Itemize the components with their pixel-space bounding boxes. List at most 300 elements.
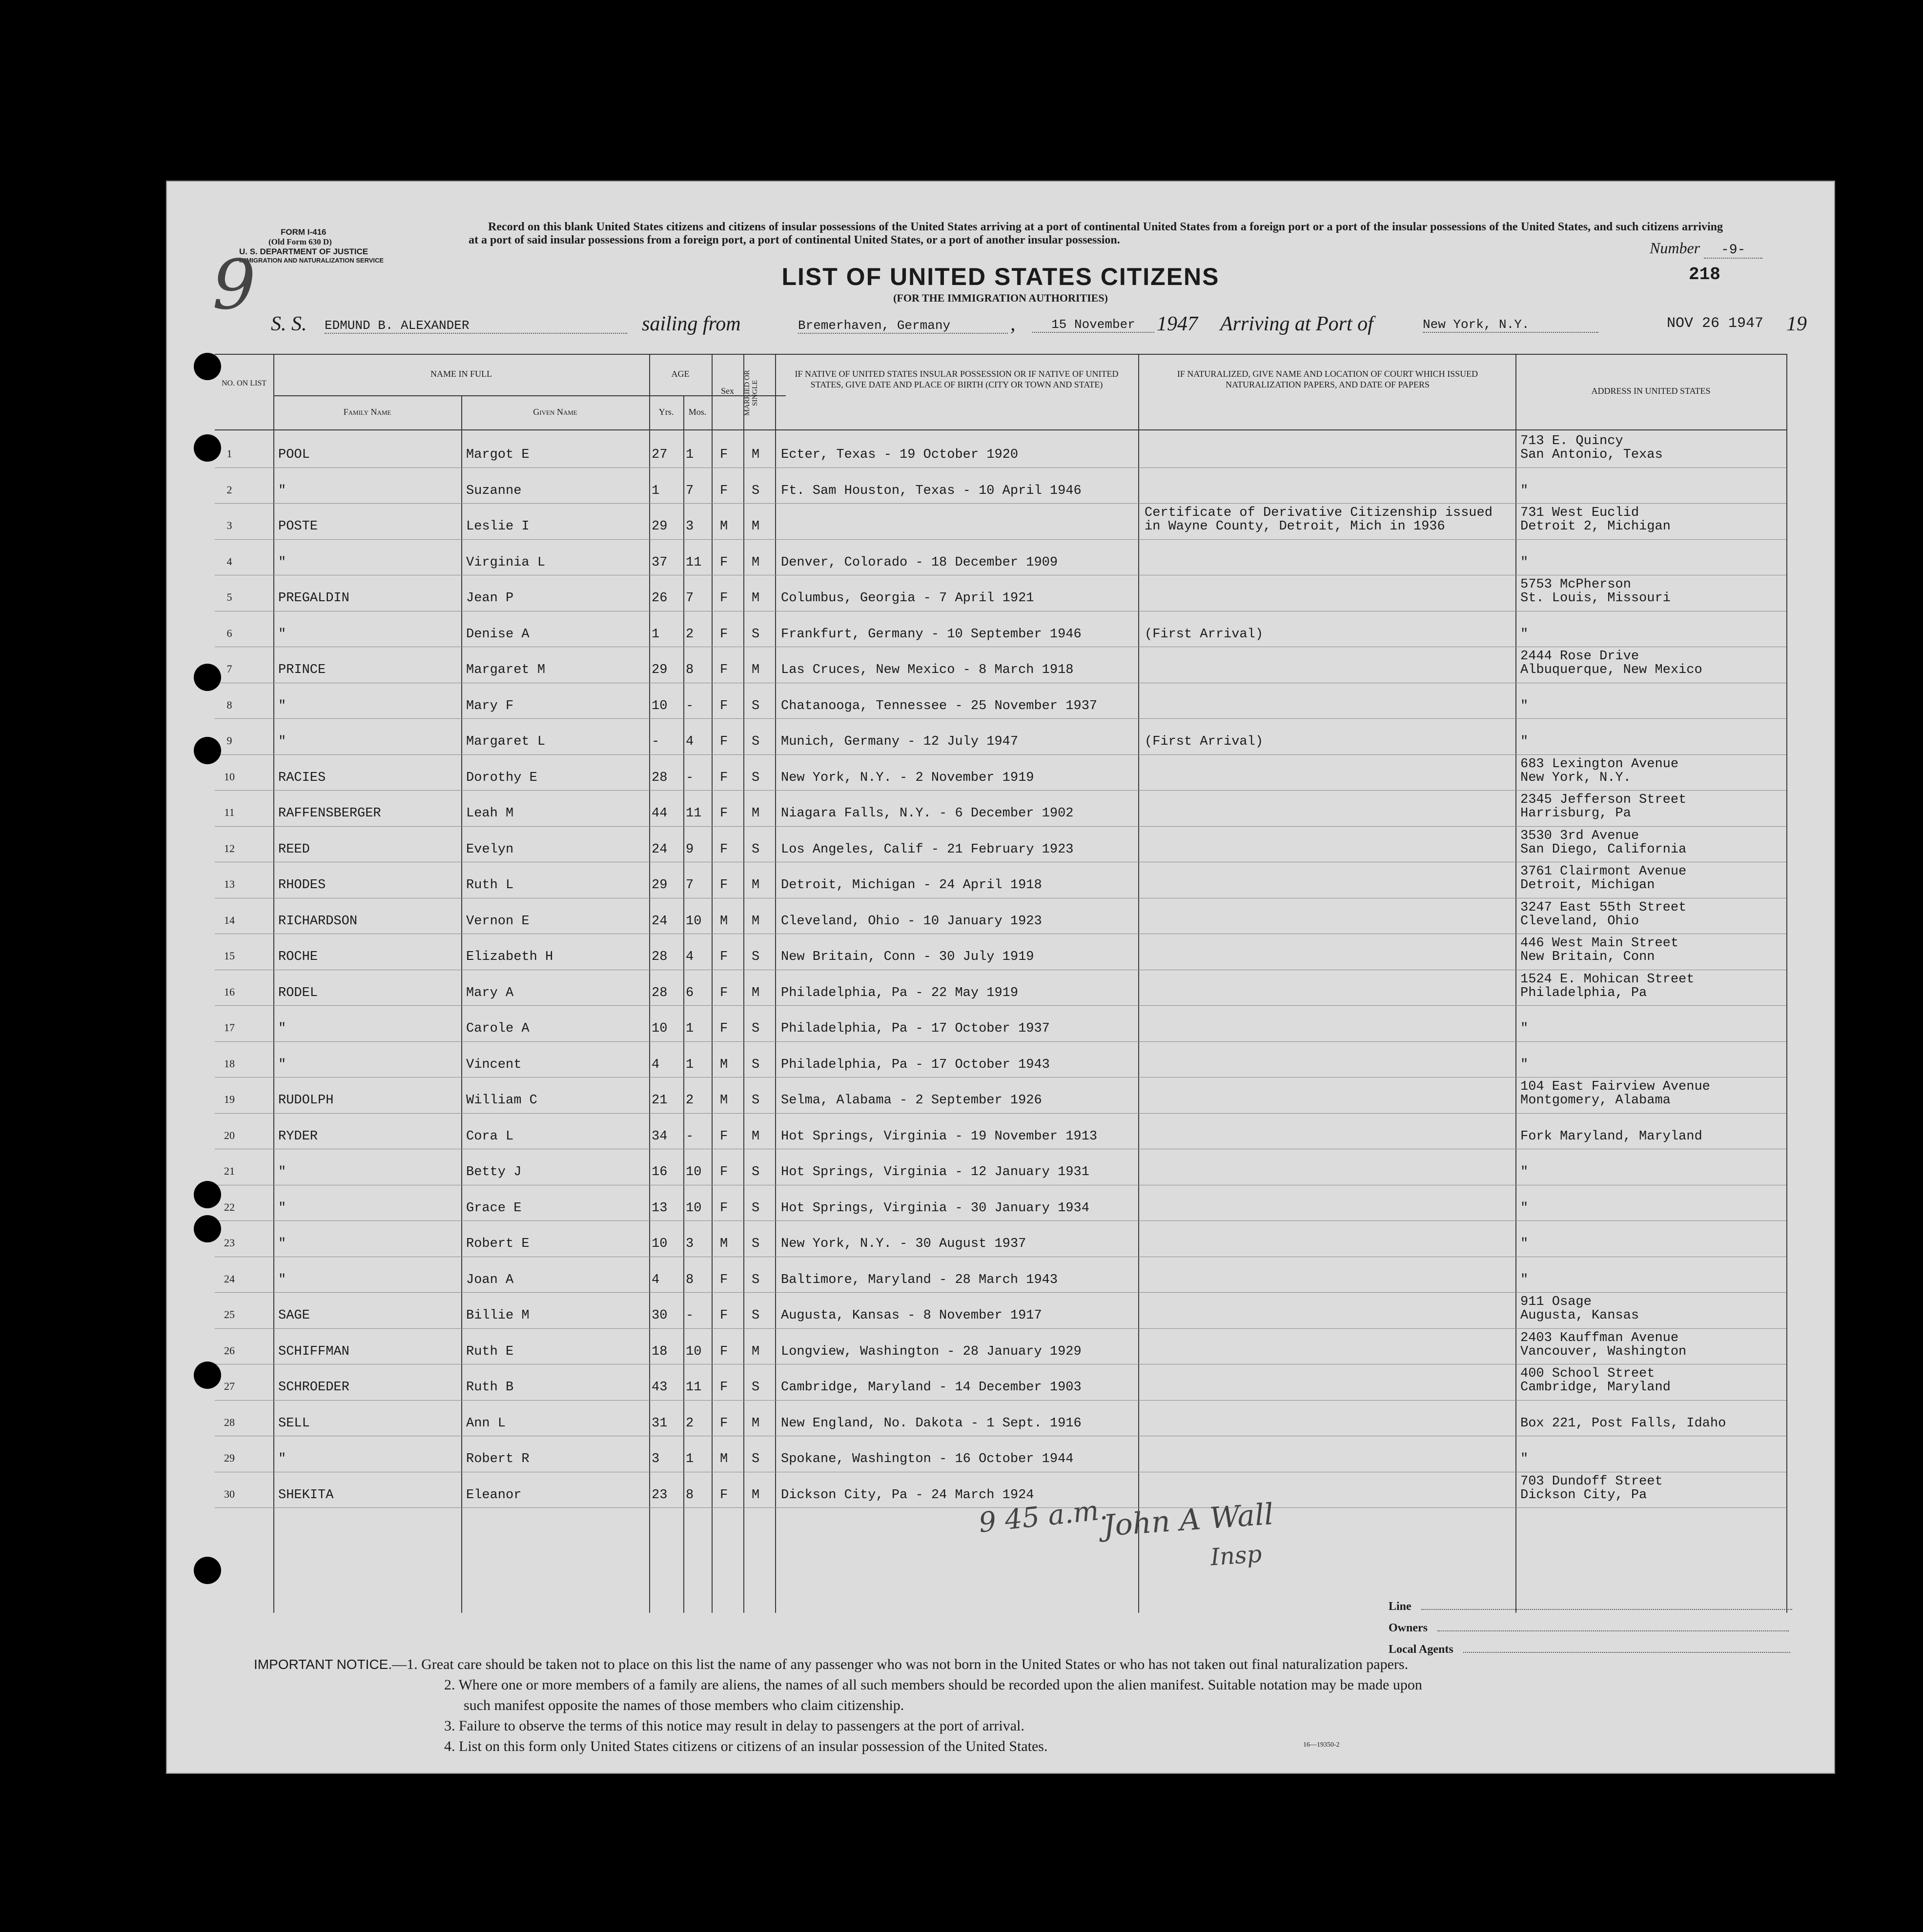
- handwritten-page-mark: 9: [212, 245, 256, 325]
- cell-sex: F: [720, 1021, 728, 1036]
- cell-mos: 10: [686, 914, 702, 929]
- cell-address-line-2: Detroit, Michigan: [1520, 878, 1655, 893]
- cell-mos: 4: [686, 734, 694, 749]
- cell-address-line-1: 3761 Clairmont Avenue: [1520, 864, 1687, 879]
- notice-item-2-cont: such manifest opposite the names of those members who claim citizenship.: [464, 1697, 904, 1713]
- cell-sex: M: [720, 1237, 728, 1251]
- cell-sex: F: [720, 591, 728, 606]
- table-row: [215, 540, 1835, 575]
- cell-mos: 10: [686, 1165, 702, 1180]
- cell-mos: 2: [686, 1416, 694, 1431]
- cell-mos: -: [686, 1129, 694, 1144]
- cell-mos: 3: [686, 1237, 694, 1251]
- table-row: [215, 1042, 1835, 1077]
- cell-mos: 10: [686, 1200, 702, 1216]
- cell-sex: F: [720, 1344, 728, 1359]
- cell-birth: New England, No. Dakota - 1 Sept. 1916: [781, 1416, 1082, 1431]
- number-field: [1650, 239, 1762, 259]
- cell-birth: Los Angeles, Calif - 21 February 1923: [781, 842, 1074, 857]
- cell-address-line-1: 3530 3rd Avenue: [1520, 828, 1639, 843]
- cell-given: Cora L: [466, 1129, 514, 1144]
- cell-sex: F: [720, 1200, 728, 1216]
- cell-sex: F: [720, 770, 728, 785]
- cell-yrs: 10: [652, 698, 668, 713]
- cell-yrs: 37: [652, 555, 668, 570]
- cell-sex: F: [720, 1272, 728, 1287]
- cell-naturalization: (First Arrival): [1145, 734, 1264, 749]
- punch-hole: [194, 434, 221, 462]
- cell-family: ROCHE: [278, 950, 318, 964]
- cell-ms: M: [752, 663, 760, 677]
- cell-ms: M: [752, 447, 760, 462]
- cell-given: Margot E: [466, 447, 530, 462]
- cell-ms: S: [752, 1237, 760, 1251]
- notice-item-1: 1. Great care should be taken not to place on this list the name of any passenger who was not born in the United States or who has not taken out final naturalization papers.: [407, 1656, 1409, 1672]
- cell-mos: 1: [686, 1021, 694, 1036]
- notice-label: IMPORTANT NOTICE.: [254, 1657, 392, 1672]
- cell-mos: 7: [686, 591, 694, 606]
- cell-no: 4: [226, 555, 232, 568]
- cell-ms: S: [752, 1380, 760, 1395]
- cell-yrs: 4: [652, 1272, 660, 1287]
- cell-given: Robert E: [466, 1237, 530, 1251]
- cell-no: 8: [226, 698, 232, 711]
- cell-birth: New York, N.Y. - 30 August 1937: [781, 1237, 1026, 1251]
- cell-given: Leah M: [466, 806, 514, 821]
- cell-given: William C: [466, 1093, 537, 1108]
- cell-family: ": [278, 1200, 286, 1216]
- cell-yrs: 24: [652, 842, 668, 857]
- header-sex: Sex: [721, 386, 734, 396]
- cell-family: ": [278, 483, 286, 498]
- cell-ms: S: [752, 734, 760, 749]
- cell-given: Virginia L: [466, 555, 546, 570]
- cell-family: ": [278, 1057, 286, 1072]
- header-years: Yrs.: [658, 407, 674, 417]
- cell-given: Elizabeth H: [466, 950, 553, 964]
- cell-family: POOL: [278, 447, 310, 462]
- cell-family: SELL: [278, 1416, 310, 1431]
- cell-address-line-2: Harrisburg, Pa: [1520, 806, 1631, 821]
- cell-yrs: 44: [652, 806, 668, 821]
- cell-given: Ruth L: [466, 878, 514, 893]
- cell-sex: F: [720, 1129, 728, 1144]
- cell-birth: Philadelphia, Pa - 17 October 1937: [781, 1021, 1050, 1036]
- cell-mos: -: [686, 770, 694, 785]
- cell-mos: 7: [686, 483, 694, 498]
- cell-birth: Denver, Colorado - 18 December 1909: [781, 555, 1058, 570]
- cell-address-line-2: San Diego, California: [1520, 842, 1687, 857]
- cell-sex: F: [720, 555, 728, 570]
- cell-family: ": [278, 555, 286, 570]
- cell-no: 17: [224, 1021, 235, 1034]
- cell-family: PREGALDIN: [278, 591, 349, 606]
- cell-yrs: 28: [652, 950, 668, 964]
- header-age: AGE: [671, 369, 690, 379]
- cell-address-line-2: Cleveland, Ohio: [1520, 914, 1639, 929]
- cell-address-line-2: Augusta, Kansas: [1520, 1308, 1639, 1323]
- arriving-label: Arriving at Port of: [1220, 313, 1373, 335]
- cell-yrs: 29: [652, 519, 668, 534]
- cell-birth: Hot Springs, Virginia - 19 November 1913: [781, 1129, 1098, 1144]
- cell-address-line-1: 713 E. Quincy: [1520, 434, 1623, 448]
- table-row: [215, 647, 1835, 682]
- cell-family: ": [278, 1165, 286, 1180]
- cell-address-line-1: 1524 E. Mohican Street: [1520, 972, 1695, 987]
- ss-label: S. S.: [271, 313, 307, 335]
- cell-given: Carole A: [466, 1021, 530, 1036]
- cell-yrs: 18: [652, 1344, 668, 1359]
- table-row: [215, 898, 1835, 934]
- sailing-from-label: sailing from: [642, 313, 741, 335]
- cell-sex: M: [720, 1452, 728, 1466]
- cell-sex: M: [720, 914, 728, 929]
- cell-no: 16: [224, 985, 235, 998]
- cell-yrs: -: [652, 734, 660, 749]
- cell-birth: Chatanooga, Tennessee - 25 November 1937: [781, 698, 1098, 713]
- cell-family: PRINCE: [278, 663, 326, 677]
- cell-given: Vincent: [466, 1057, 522, 1072]
- cell-yrs: 4: [652, 1057, 660, 1072]
- cell-yrs: 24: [652, 914, 668, 929]
- cell-given: Ruth B: [466, 1380, 514, 1395]
- cell-ms: M: [752, 1344, 760, 1359]
- voyage-line: S. S. EDMUND B. ALEXANDER sailing from Bremerhaven, Germany , 15 November 1947 Arriving at Port of New York, N.Y. NOV 26 1947 19: [271, 313, 1807, 335]
- cell-family: ": [278, 1452, 286, 1466]
- cell-sex: F: [720, 1416, 728, 1431]
- table-row: [215, 755, 1835, 790]
- cell-address-line-2: Cambridge, Maryland: [1520, 1380, 1671, 1395]
- cell-birth: Ecter, Texas - 19 October 1920: [781, 447, 1019, 462]
- departure-port: Bremerhaven, Germany: [798, 318, 1008, 334]
- cell-no: 12: [224, 842, 235, 854]
- owners-label: Owners: [1389, 1622, 1428, 1634]
- cell-yrs: 28: [652, 985, 668, 1000]
- cell-ms: S: [752, 1021, 760, 1036]
- cell-birth: Selma, Alabama - 2 September 1926: [781, 1093, 1042, 1108]
- cell-sex: F: [720, 1308, 728, 1323]
- cell-no: 3: [226, 519, 232, 531]
- cell-no: 19: [224, 1093, 235, 1105]
- departure-year: 1947: [1157, 313, 1198, 335]
- cell-mos: 11: [686, 806, 702, 821]
- cell-mos: 8: [686, 663, 694, 677]
- cell-yrs: 27: [652, 447, 668, 462]
- cell-sex: F: [720, 985, 728, 1000]
- year-prefix: 19: [1786, 313, 1807, 335]
- table-row: [215, 575, 1835, 610]
- cell-yrs: 3: [652, 1452, 660, 1466]
- cell-birth: Philadelphia, Pa - 22 May 1919: [781, 985, 1019, 1000]
- cell-no: 5: [226, 591, 232, 603]
- cell-address-line-1: ": [1520, 1021, 1529, 1036]
- cell-birth: Ft. Sam Houston, Texas - 10 April 1946: [781, 483, 1082, 498]
- cell-given: Ann L: [466, 1416, 506, 1431]
- cell-address-line-1: 683 Lexington Avenue: [1520, 756, 1679, 772]
- header-marital-status: MARRIED OR SINGLE: [743, 370, 759, 416]
- table-row: [215, 1078, 1835, 1113]
- cell-address-line-1: ": [1520, 1272, 1529, 1287]
- table-row: [215, 1114, 1835, 1149]
- cell-mos: 1: [686, 447, 694, 462]
- cell-naturalization: (First Arrival): [1145, 627, 1264, 642]
- cell-no: 23: [224, 1237, 235, 1249]
- cell-address-line-1: ": [1520, 483, 1529, 498]
- cell-address-line-1: 2444 Rose Drive: [1520, 649, 1639, 664]
- cell-address-line-1: ": [1520, 627, 1529, 642]
- punch-hole: [194, 353, 221, 380]
- cell-given: Evelyn: [466, 842, 514, 857]
- page-subtitle: (FOR THE IMMIGRATION AUTHORITIES): [893, 292, 1108, 304]
- cell-address-line-1: 5753 McPherson: [1520, 577, 1631, 592]
- cell-mos: 3: [686, 519, 694, 534]
- cell-birth: Las Cruces, New Mexico - 8 March 1918: [781, 663, 1074, 677]
- cell-address-line-1: ": [1520, 734, 1529, 749]
- cell-birth: Spokane, Washington - 16 October 1944: [781, 1452, 1074, 1466]
- cell-no: 15: [224, 950, 235, 962]
- cell-ms: S: [752, 950, 760, 964]
- table-row: [215, 1221, 1835, 1256]
- cell-address-line-1: 2345 Jefferson Street: [1520, 793, 1687, 807]
- cell-birth: Columbus, Georgia - 7 April 1921: [781, 591, 1034, 606]
- table-row: [215, 1293, 1835, 1328]
- cell-ms: S: [752, 1452, 760, 1466]
- cell-address-line-2: Philadelphia, Pa: [1520, 985, 1647, 1000]
- service-name: IMMIGRATION AND NATURALIZATION SERVICE: [239, 257, 384, 264]
- punch-hole: [194, 664, 221, 691]
- cell-mos: 1: [686, 1057, 694, 1072]
- department-name: U. S. DEPARTMENT OF JUSTICE: [239, 247, 368, 256]
- cell-given: Robert R: [466, 1452, 530, 1466]
- cell-ms: M: [752, 806, 760, 821]
- cell-family: ": [278, 1237, 286, 1251]
- cell-address-line-1: ": [1520, 1200, 1529, 1216]
- table-row: [215, 970, 1835, 1005]
- cell-ms: S: [752, 483, 760, 498]
- cell-address-line-1: ": [1520, 1057, 1529, 1072]
- cell-address-line-1: 2403 Kauffman Avenue: [1520, 1330, 1679, 1345]
- cell-yrs: 30: [652, 1308, 668, 1323]
- cell-birth: Munich, Germany - 12 July 1947: [781, 734, 1019, 749]
- cell-yrs: 1: [652, 627, 660, 642]
- cell-yrs: 10: [652, 1021, 668, 1036]
- form-code: 16—19350-2: [1303, 1741, 1340, 1749]
- cell-yrs: 1: [652, 483, 660, 498]
- cell-given: Jean P: [466, 591, 514, 606]
- cell-family: RYDER: [278, 1129, 318, 1144]
- cell-family: SCHIFFMAN: [278, 1344, 349, 1359]
- cell-naturalization-line-2: in Wayne County, Detroit, Mich in 1936: [1145, 519, 1445, 534]
- table-row: [215, 1436, 1835, 1471]
- cell-birth: Cleveland, Ohio - 10 January 1923: [781, 914, 1042, 929]
- cell-ms: S: [752, 770, 760, 785]
- cell-family: SHEKITA: [278, 1487, 334, 1503]
- cell-no: 6: [226, 627, 232, 639]
- cell-yrs: 21: [652, 1093, 668, 1108]
- header-address: ADDRESS IN UNITED STATES: [1591, 386, 1711, 396]
- cell-address-line-2: St. Louis, Missouri: [1520, 591, 1671, 606]
- cell-yrs: 29: [652, 878, 668, 893]
- cell-sex: F: [720, 1487, 728, 1503]
- cell-address-line-2: New Britain, Conn: [1520, 950, 1655, 964]
- cell-address-line-1: 446 West Main Street: [1520, 936, 1679, 951]
- cell-address-line-1: Fork Maryland, Maryland: [1520, 1129, 1702, 1144]
- cell-ms: S: [752, 627, 760, 642]
- punch-hole: [194, 1557, 221, 1584]
- cell-birth: Niagara Falls, N.Y. - 6 December 1902: [781, 806, 1074, 821]
- cell-no: 20: [224, 1129, 235, 1141]
- cell-mos: -: [686, 698, 694, 713]
- cell-sex: F: [720, 627, 728, 642]
- cell-no: 13: [224, 878, 235, 890]
- cell-no: 9: [226, 734, 232, 747]
- cell-family: SAGE: [278, 1308, 310, 1323]
- cell-ms: S: [752, 1272, 760, 1287]
- table-row: [215, 719, 1835, 754]
- cell-mos: 2: [686, 1093, 694, 1108]
- cell-yrs: 31: [652, 1416, 668, 1431]
- cell-family: RICHARDSON: [278, 914, 358, 929]
- cell-address-line-1: ": [1520, 698, 1529, 713]
- important-notice: IMPORTANT NOTICE.—1. Great care should be taken not to place on this list the name of any passenger who was not born in the United States or who has not taken out final naturalization papers. 2. Where one or more members of a family are aliens, the names of all such members should be recorded upon the alien manifest. Suitable notation may be made upon such manifest opposite the names of those members who claim citizenship. 3. Failure to observe the terms of this notice may result in delay to passengers at the port of arrival. 4. List on this form only United States citizens or citizens of an insular possession of the United States.: [254, 1654, 1816, 1757]
- cell-family: SCHROEDER: [278, 1380, 349, 1395]
- form-number: FORM I-416: [281, 227, 327, 237]
- passenger-table: [215, 354, 1835, 1623]
- table-row: [215, 1257, 1835, 1292]
- cell-ms: M: [752, 591, 760, 606]
- notice-item-3: 3. Failure to observe the terms of this notice may result in delay to passengers at the port of arrival.: [444, 1718, 1024, 1734]
- cell-ms: M: [752, 985, 760, 1000]
- cell-birth: New York, N.Y. - 2 November 1919: [781, 770, 1034, 785]
- cell-no: 2: [226, 483, 232, 496]
- cell-yrs: 13: [652, 1200, 668, 1216]
- table-row: [215, 432, 1835, 467]
- cell-sex: M: [720, 519, 728, 534]
- cell-mos: 9: [686, 842, 694, 857]
- cell-family: POSTE: [278, 519, 318, 534]
- cell-sex: F: [720, 950, 728, 964]
- cell-birth: Baltimore, Maryland - 28 March 1943: [781, 1272, 1058, 1287]
- cell-mos: 8: [686, 1487, 694, 1503]
- line-owners-agents: [1389, 1596, 1792, 1660]
- cell-ms: S: [752, 1308, 760, 1323]
- cell-birth: Philadelphia, Pa - 17 October 1943: [781, 1057, 1050, 1072]
- inspector-signature: John A Wall: [1102, 1497, 1275, 1544]
- cell-family: ": [278, 734, 286, 749]
- cell-birth: New Britain, Conn - 30 July 1919: [781, 950, 1034, 964]
- cell-yrs: 26: [652, 591, 668, 606]
- cell-birth: Hot Springs, Virginia - 12 January 1931: [781, 1165, 1089, 1180]
- cell-sex: F: [720, 447, 728, 462]
- table-row: [215, 827, 1835, 862]
- number-value: -9-: [1704, 243, 1762, 259]
- cell-address-line-2: San Antonio, Texas: [1520, 447, 1663, 462]
- cell-mos: 2: [686, 627, 694, 642]
- cell-family: ": [278, 1021, 286, 1036]
- cell-birth: Frankfurt, Germany - 10 September 1946: [781, 627, 1082, 642]
- cell-given: Mary A: [466, 985, 514, 1000]
- cell-sex: F: [720, 878, 728, 893]
- arrival-port: New York, N.Y.: [1423, 317, 1598, 333]
- cell-yrs: 10: [652, 1237, 668, 1251]
- page-title: LIST OF UNITED STATES CITIZENS: [781, 263, 1220, 290]
- header-family-name: Family Name: [343, 407, 391, 417]
- cell-ms: S: [752, 1093, 760, 1108]
- cell-family: RUDOLPH: [278, 1093, 334, 1108]
- cell-sex: F: [720, 483, 728, 498]
- cell-address-line-2: Dickson City, Pa: [1520, 1487, 1647, 1503]
- cell-no: 24: [224, 1272, 235, 1285]
- cell-address-line-1: 3247 East 55th Street: [1520, 900, 1687, 915]
- instructions-text: Record on this blank United States citizens and citizens of insular possessions of the United States arriving at a port of continental United States from a foreign port or a port of the insular possessions of the United States, and such citizens arriving at a port of said insular possessions from a foreign port, a port of continental United States, or a port of another insular possession.: [469, 221, 1723, 246]
- cell-given: Margaret M: [466, 663, 546, 677]
- cell-no: 26: [224, 1344, 235, 1357]
- punch-hole: [194, 1362, 221, 1389]
- cell-ms: M: [752, 1416, 760, 1431]
- cell-given: Grace E: [466, 1200, 522, 1216]
- cell-family: ": [278, 1272, 286, 1287]
- cell-given: Eleanor: [466, 1487, 522, 1503]
- cell-given: Billie M: [466, 1308, 530, 1323]
- cell-address-line-2: Vancouver, Washington: [1520, 1344, 1687, 1359]
- cell-given: Margaret L: [466, 734, 546, 749]
- line-label: Line: [1389, 1600, 1412, 1613]
- cell-birth: Hot Springs, Virginia - 30 January 1934: [781, 1200, 1089, 1216]
- cell-sex: M: [720, 1057, 728, 1072]
- header-birth-place: IF NATIVE OF UNITED STATES INSULAR POSSESSION OR IF NATIVE OF UNITED STATES, GIVE DATE AND PLACE OF BIRTH (CITY OR TOWN AND STATE): [795, 369, 1119, 389]
- inspector-title: Insp: [1209, 1540, 1263, 1571]
- cell-address-line-1: Box 221, Post Falls, Idaho: [1520, 1416, 1726, 1431]
- header-name-in-full: NAME IN FULL: [430, 369, 492, 379]
- cell-yrs: 43: [652, 1380, 668, 1395]
- cell-no: 30: [224, 1487, 235, 1500]
- cell-naturalization: Certificate of Derivative Citizenship issued: [1145, 506, 1493, 520]
- cell-given: Vernon E: [466, 914, 530, 929]
- number-label: Number: [1650, 239, 1700, 257]
- punch-hole: [194, 1181, 221, 1208]
- cell-ms: M: [752, 519, 760, 534]
- cell-address-line-2: Detroit 2, Michigan: [1520, 519, 1671, 534]
- table-row: [215, 791, 1835, 826]
- cell-ms: M: [752, 878, 760, 893]
- cell-birth: Augusta, Kansas - 8 November 1917: [781, 1308, 1042, 1323]
- cell-no: 25: [224, 1308, 235, 1321]
- table-row: [215, 1401, 1835, 1436]
- cell-ms: S: [752, 1200, 760, 1216]
- cell-given: Mary F: [466, 698, 514, 713]
- cell-no: 27: [224, 1380, 235, 1392]
- cell-sex: F: [720, 734, 728, 749]
- cell-address-line-2: Albuquerque, New Mexico: [1520, 663, 1702, 677]
- notice-item-4: 4. List on this form only United States citizens or citizens of an insular possession of the United States.: [444, 1738, 1048, 1754]
- header-months: Mos.: [688, 407, 707, 417]
- cell-address-line-1: 911 Osage: [1520, 1295, 1592, 1309]
- table-row: [215, 1185, 1835, 1220]
- cell-mos: 11: [686, 555, 702, 570]
- table-row: [215, 1006, 1835, 1041]
- cell-no: 7: [226, 663, 232, 675]
- cell-address-line-1: 104 East Fairview Avenue: [1520, 1079, 1710, 1094]
- cell-given: Leslie I: [466, 519, 530, 534]
- cell-sex: F: [720, 698, 728, 713]
- notice-item-2: 2. Where one or more members of a family are aliens, the names of all such members should be recorded upon the alien manifest. Suitable notation may be made upon: [444, 1677, 1422, 1693]
- cell-ms: M: [752, 555, 760, 570]
- cell-sex: F: [720, 663, 728, 677]
- manifest-sheet: [166, 181, 1835, 1774]
- cell-address-line-1: ": [1520, 555, 1529, 570]
- cell-mos: 1: [686, 1452, 694, 1466]
- cell-ms: S: [752, 698, 760, 713]
